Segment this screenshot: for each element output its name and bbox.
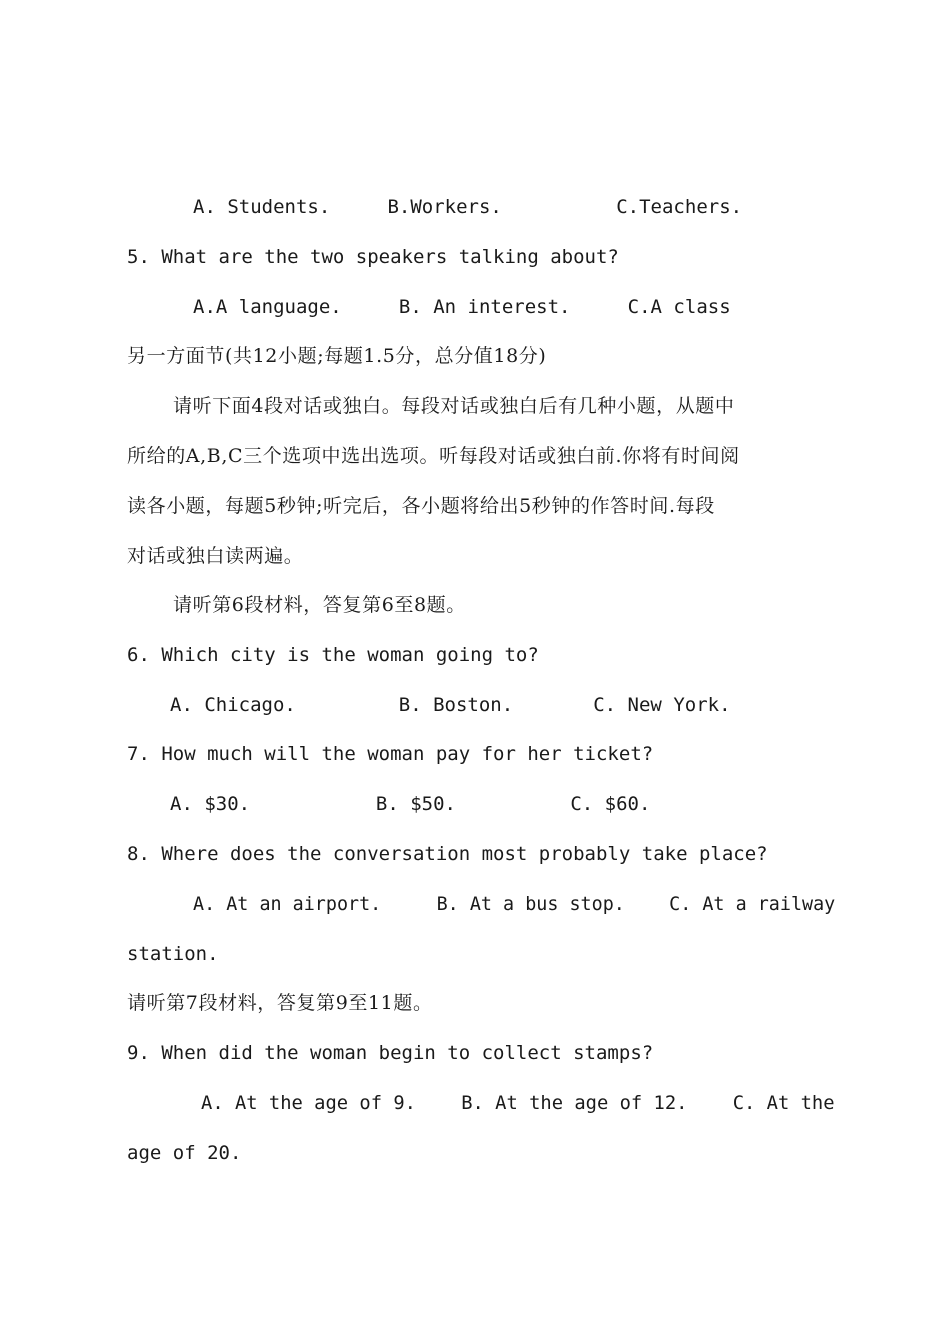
instructions-line-4: 对话或独白读两遍。 [127, 545, 304, 567]
question-6: 6. Which city is the woman going to? [127, 644, 539, 666]
question-5: 5. What are the two speakers talking about? [127, 246, 619, 268]
q5-options: A.A language. B. An interest. C.A class [193, 296, 731, 318]
question-9: 9. When did the woman begin to collect stamps? [127, 1042, 654, 1064]
q8-options-continued: station. [127, 943, 219, 965]
q7-options: A. $30. B. $50. C. $60. [170, 793, 651, 815]
q4-options: A. Students. B.Workers. C.Teachers. [193, 196, 743, 218]
q9-options: A. At the age of 9. B. At the age of 12. C. At the [201, 1092, 835, 1114]
instructions-line-1: 请听下面4段对话或独白。每段对话或独白后有几种小题，从题中 [173, 395, 735, 417]
question-8: 8. Where does the conversation most probably take place? [127, 843, 768, 865]
material-6-heading: 请听第6段材料，答复第6至8题。 [173, 594, 466, 616]
q6-options: A. Chicago. B. Boston. C. New York. [170, 694, 731, 716]
question-7: 7. How much will the woman pay for her ticket? [127, 743, 654, 765]
instructions-line-2: 所给的A,B,C三个选项中选出选项。听每段对话或独白前.你将有时间阅 [127, 445, 740, 467]
material-7-heading: 请听第7段材料，答复第9至11题。 [127, 992, 433, 1014]
q9-options-continued: age of 20. [127, 1142, 242, 1164]
instructions-line-3: 读各小题，每题5秒钟;听完后，各小题将给出5秒钟的作答时间.每段 [127, 495, 715, 517]
q8-options: A. At an airport. B. At a bus stop. C. At a railway [193, 893, 836, 915]
section-title: 另一方面节(共12小题;每题1.5分，总分值18分) [127, 345, 547, 367]
